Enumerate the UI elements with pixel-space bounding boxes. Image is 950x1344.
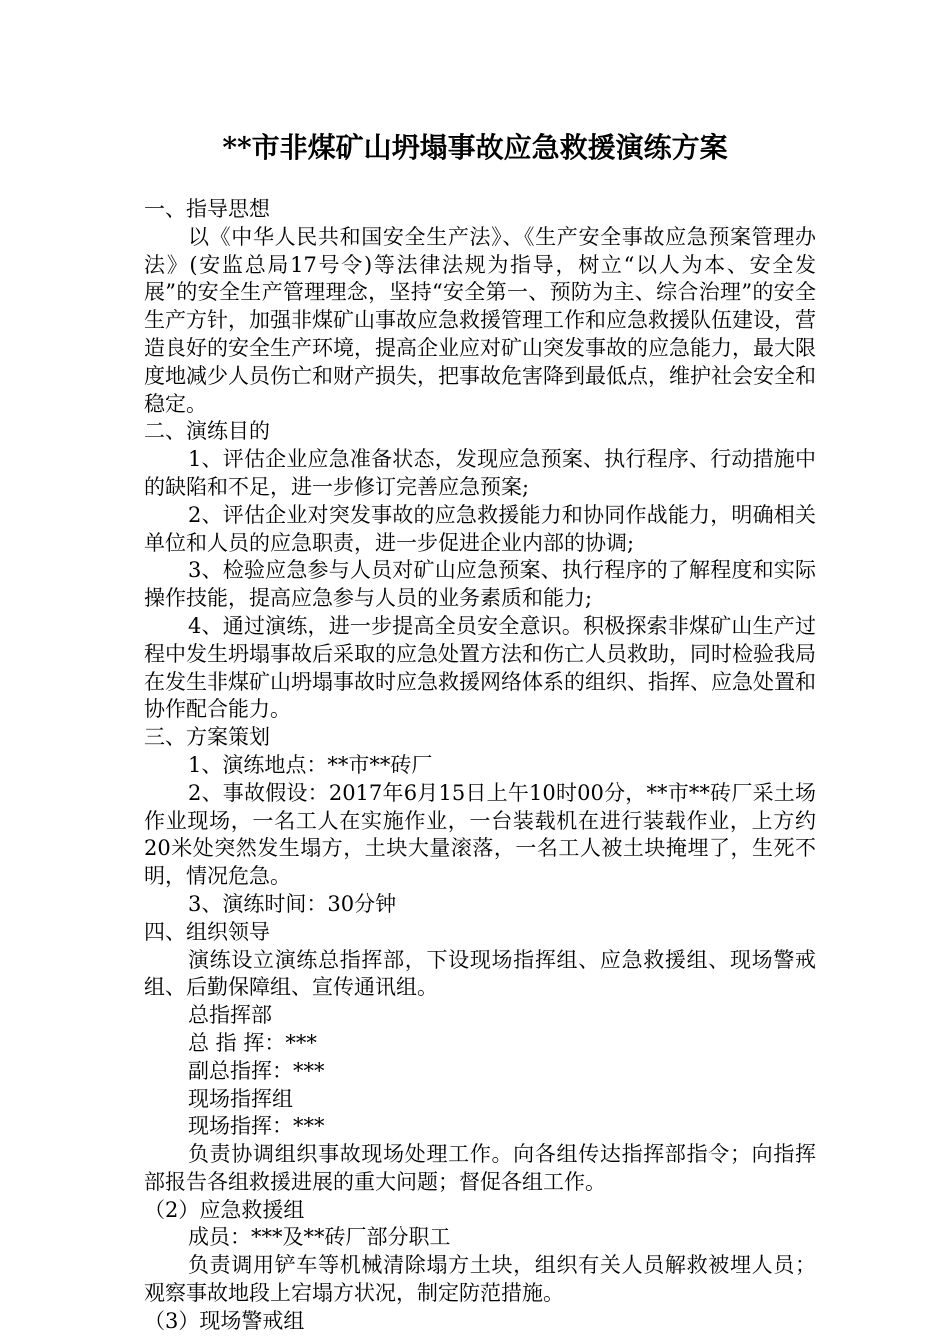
- deputy-commander: 副总指挥：***: [188, 1058, 325, 1083]
- section-heading-plan: 三、方案策划: [144, 725, 270, 750]
- section-heading-organization: 四、组织领导: [144, 919, 270, 944]
- section-heading-drill-purpose: 二、演练目的: [144, 419, 270, 444]
- onsite-command-group-label: 现场指挥组: [188, 1086, 293, 1111]
- security-group-heading: （3）现场警戒组: [144, 1308, 305, 1333]
- plan-item-location: 1、演练地点：**市**砖厂: [188, 752, 433, 777]
- purpose-item-2: 2、评估企业对突发事故的应急救援能力和协同作战能力，明确相关单位和人员的应急职责，进一步促进企业内部的协调;: [144, 502, 816, 555]
- onsite-command-duties: 负责协调组织事故现场处理工作。向各组传达指挥部指令；向指挥部报告各组救援进展的重大问题；督促各组工作。: [144, 1142, 816, 1194]
- plan-item-scenario: 2、事故假设：2017年6月15日上午10时00分，**市**砖厂采土场作业现场，一名工人在实施作业，一台装载机在进行装载作业，上方约20米处突然发生塌方，土块大量滚落，一名工人被土块掩埋了，生死不明，情况危急。: [144, 780, 816, 889]
- organization-overview: 演练设立演练总指挥部，下设现场指挥组、应急救援组、现场警戒组、后勤保障组、宣传通讯组。: [144, 947, 816, 1000]
- purpose-item-3: 3、检验应急参与人员对矿山应急预案、执行程序的了解程度和实际操作技能，提高应急参与人员的业务素质和能力;: [144, 558, 816, 611]
- chief-commander: 总 指 挥：***: [188, 1030, 317, 1055]
- purpose-item-1: 1、评估企业应急准备状态，发现应急预案、执行程序、行动措施中的缺陷和不足，进一步修订完善应急预案;: [144, 447, 816, 499]
- document-body: [144, 196, 816, 1336]
- headquarters-label: 总指挥部: [188, 1003, 272, 1028]
- rescue-group-duties: 负责调用铲车等机械清除塌方土块，组织有关人员解救被埋人员；观察事故地段上宕塌方状况，制定防范措施。: [144, 1253, 816, 1306]
- guiding-ideology-paragraph: 以《中华人民共和国安全生产法》、《生产安全事故应急预案管理办法》(安监总局17号令)等法律法规为指导，树立“以人为本、安全发展”的安全生产管理理念，坚持“安全第一、预防为主、综合治理”的安全生产方针，加强非煤矿山事故应急救援管理工作和应急救援队伍建设，营造良好的安全生产环境，提高企业应对矿山突发事故的应急能力，最大限度地减少人员伤亡和财产损失，把事故危害降到最低点，维护社会安全和稳定。: [144, 224, 816, 416]
- rescue-group-members: 成员：***及**砖厂部分职工: [188, 1225, 451, 1250]
- purpose-item-4: 4、通过演练，进一步提高全员安全意识。积极探索非煤矿山生产过程中发生坍塌事故后采取的应急处置方法和伤亡人员救助，同时检验我局在发生非煤矿山坍塌事故时应急救援网络体系的组织、指挥、应急处置和协作配合能力。: [144, 613, 816, 722]
- document-title: **市非煤矿山坍塌事故应急救援演练方案: [222, 131, 728, 164]
- rescue-group-heading: （2）应急救援组: [144, 1197, 305, 1222]
- plan-item-duration: 3、演练时间：30分钟: [188, 891, 397, 916]
- onsite-commander: 现场指挥：***: [188, 1114, 325, 1139]
- section-heading-guiding-ideology: 一、指导思想: [144, 197, 270, 221]
